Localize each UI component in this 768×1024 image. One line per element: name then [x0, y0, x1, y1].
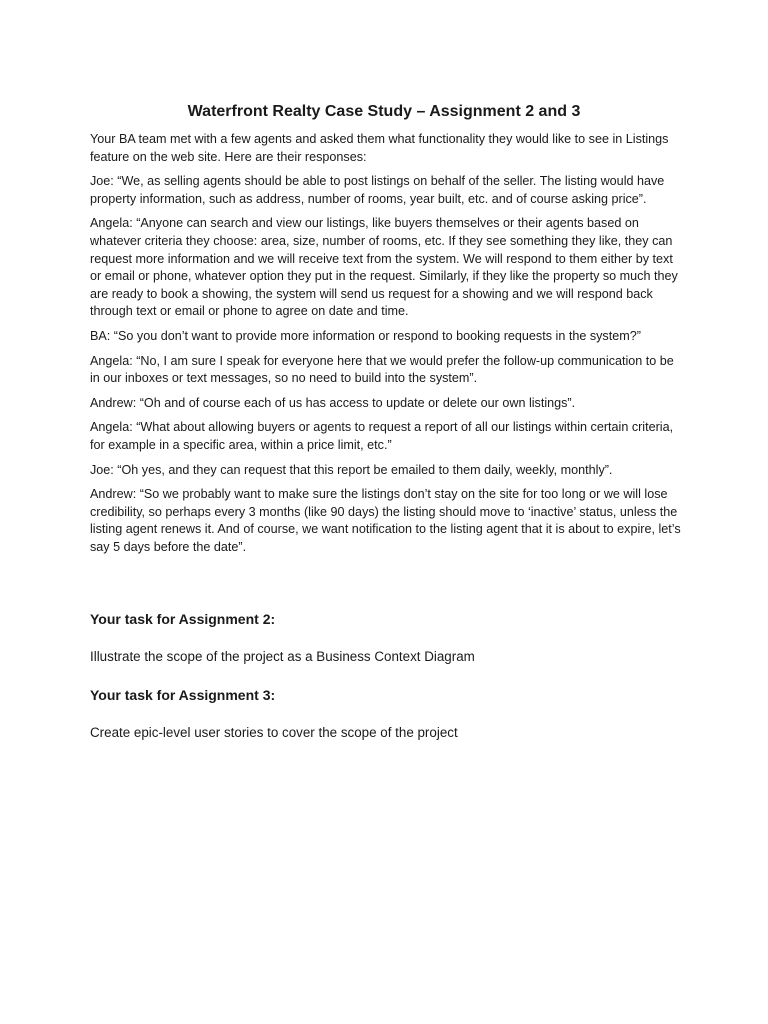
- document-title: Waterfront Realty Case Study – Assignment 2 and 3: [187, 103, 581, 120]
- task3-heading: Your task for Assignment 3:: [90, 687, 276, 703]
- intro-paragraph: Your BA team met with a few agents and asked them what functionality they would like to see in Listings feature on the web site. Here are their responses:: [90, 132, 669, 164]
- quote-joe-2: Joe: “Oh yes, and they can request that this report be emailed to them daily, weekly, monthly”.: [90, 462, 613, 477]
- quote-ba: BA: “So you don’t want to provide more information or respond to booking requests in the system?”: [90, 328, 641, 343]
- quote-angela-2: Angela: “No, I am sure I speak for everyone here that we would prefer the follow-up communication to be in our inboxes or text messages, so no need to build into the system”.: [90, 353, 674, 386]
- task2-heading: Your task for Assignment 2:: [90, 611, 276, 627]
- task3-text: Create epic-level user stories to cover the scope of the project: [90, 725, 458, 740]
- document-body: [90, 131, 686, 563]
- quote-andrew-2: Andrew: “So we probably want to make sure the listings don’t stay on the site for too long or we will lose credibility, so perhaps every 3 months (like 90 days) the listing should move to ‘inactive’ status, unless the listing agent renews it. And of course, we want notification to the listing agent that it is about to expire, let’s say 5 days before the date”.: [90, 487, 681, 554]
- quote-andrew-1: Andrew: “Oh and of course each of us has access to update or delete our own listings”.: [90, 395, 576, 410]
- quote-joe-1: Joe: “We, as selling agents should be able to post listings on behalf of the seller. The listing would have property information, such as address, number of rooms, year built, etc. and of course asking price”.: [90, 174, 665, 206]
- quote-angela-3: Angela: “What about allowing buyers or agents to request a report of all our listings within certain criteria, for example in a specific area, within a price limit, etc.”: [90, 420, 674, 452]
- task2-text: Illustrate the scope of the project as a Business Context Diagram: [90, 649, 475, 664]
- quote-angela-1: Angela: “Anyone can search and view our listings, like buyers themselves or their agents based on whatever criteria they choose: area, size, number of rooms, etc. If they see something they like, they can request more information and we will receive text from the system. We will respond to them either by text or email or phone, whatever option they put in the request. Similarly, if they like the property so much they are ready to book a showing, the system will send us request for a showing and we will respond back through text or email or phone to agree on date and time.: [90, 216, 678, 319]
